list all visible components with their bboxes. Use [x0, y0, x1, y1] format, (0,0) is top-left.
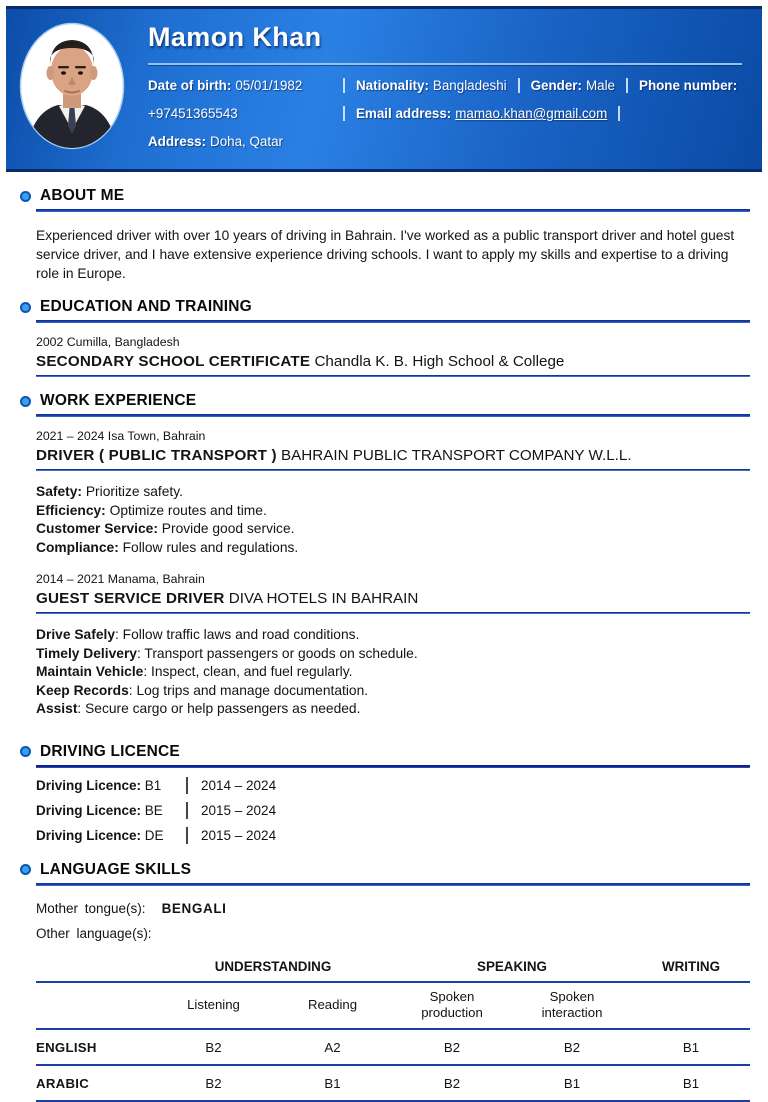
field-divider	[518, 78, 520, 93]
work-entry-meta: 2014 – 2021 Manama, Bahrain	[36, 572, 205, 586]
divider-bar	[186, 802, 188, 819]
duty-item	[36, 663, 750, 682]
duty-label: Safety:	[36, 484, 83, 499]
licence-list	[36, 777, 750, 844]
field-divider	[618, 106, 620, 121]
section-title-licence: DRIVING LICENCE	[40, 742, 180, 760]
duty-label: Customer Service:	[36, 521, 158, 536]
licence-label-text: Driving Licence:	[36, 802, 142, 818]
mother-tongue-value: BENGALI	[161, 900, 227, 916]
duty-item	[36, 700, 750, 719]
duty-item	[36, 483, 750, 502]
section-bullet-icon	[20, 191, 31, 202]
table-row-arabic	[36, 1065, 750, 1101]
level-cell: B2	[154, 1029, 273, 1065]
date-of-birth-field	[148, 78, 332, 93]
level-cell: B2	[392, 1029, 512, 1065]
col-reading: Reading	[273, 982, 392, 1029]
duty-text: Provide good service.	[157, 521, 295, 536]
cv-page	[0, 6, 768, 1102]
section-title-education: EDUCATION AND TRAINING	[40, 298, 252, 315]
cv-body	[0, 187, 768, 1102]
licence-code: DE	[141, 827, 164, 843]
job-title: DRIVER ( PUBLIC TRANSPORT )	[36, 447, 277, 464]
divider-bar	[186, 777, 188, 794]
section-licence-header	[20, 743, 750, 761]
group-speaking: SPEAKING	[392, 955, 632, 982]
licence-period: 2014 – 2024	[201, 777, 277, 793]
duty-text: Follow rules and regulations.	[118, 539, 299, 555]
section-rule	[36, 320, 750, 323]
duty-item	[36, 645, 750, 664]
level-cell: B1	[273, 1065, 392, 1101]
level-cell: B1	[632, 1029, 750, 1065]
group-understanding: UNDERSTANDING	[154, 955, 392, 982]
duty-text: : Follow traffic laws and road conditions.	[115, 627, 360, 642]
duty-item	[36, 502, 750, 521]
entry-rule	[36, 612, 750, 614]
nationality-field	[356, 78, 507, 93]
entry-rule	[36, 469, 750, 471]
col-spoken-production: Spoken production	[392, 982, 512, 1029]
nationality-value: Bangladeshi	[432, 78, 507, 93]
header-detail-row-2	[148, 106, 742, 121]
empty-cell	[632, 982, 750, 1029]
duty-label: Timely Delivery	[36, 645, 137, 661]
col-listening: Listening	[154, 982, 273, 1029]
licence-label	[36, 828, 186, 843]
job-title: GUEST SERVICE DRIVER	[36, 590, 225, 607]
education-school: Chandla K. B. High School & College	[310, 353, 565, 370]
level-cell: B1	[632, 1065, 750, 1101]
phone-value: +97451365543	[148, 106, 238, 121]
section-bullet-icon	[20, 396, 31, 407]
licence-period: 2015 – 2024	[201, 802, 277, 818]
work-entry-1	[36, 429, 750, 471]
date-of-birth-value: 05/01/1982	[235, 78, 303, 93]
level-cell: B2	[392, 1065, 512, 1101]
education-entry	[36, 335, 750, 377]
entry-rule	[36, 375, 750, 377]
licence-code: BE	[141, 802, 163, 818]
name-underline	[148, 63, 742, 65]
field-divider	[626, 78, 628, 93]
about-me-text: Experienced driver with over 10 years of driving in Bahrain. I've worked as a public transport driver and hotel guest service driver, and I have extensive experience driving schools. I want to apply my skills and expertise to a driving role in Europe.	[36, 228, 735, 281]
duty-item	[36, 626, 750, 645]
header-detail-row-1	[148, 78, 742, 93]
level-cell: B1	[512, 1065, 632, 1101]
table-row-english	[36, 1029, 750, 1065]
duty-item	[36, 682, 750, 701]
person-name: Mamon Khan	[148, 22, 322, 52]
mother-tongue-line	[36, 901, 750, 916]
work-entry-2	[36, 572, 750, 614]
header-details	[138, 9, 762, 169]
duty-text: : Secure cargo or help passengers as needed.	[77, 701, 361, 716]
nationality-label: Nationality:	[356, 78, 429, 93]
duty-label: Keep Records	[36, 682, 129, 698]
duty-text: Prioritize safety.	[82, 484, 183, 499]
duty-text: : Log trips and manage documentation.	[128, 682, 369, 698]
gender-value: Male	[585, 78, 616, 93]
section-work-header	[20, 392, 750, 410]
company-name: DIVA HOTELS IN BAHRAIN	[224, 590, 419, 607]
licence-label-text: Driving Licence:	[36, 777, 142, 793]
section-languages-header	[20, 861, 750, 879]
address-value: Doha, Qatar	[210, 134, 283, 149]
work-entry-1-duties	[36, 483, 750, 557]
duty-text: : Transport passengers or goods on schedule.	[136, 645, 418, 661]
level-cell: B2	[154, 1065, 273, 1101]
empty-cell	[36, 955, 154, 982]
education-entry-meta: 2002 Cumilla, Bangladesh	[36, 335, 180, 349]
licence-code: B1	[141, 777, 162, 793]
licence-label-text: Driving Licence:	[36, 827, 142, 843]
table-subheader-row	[36, 982, 750, 1029]
section-rule	[36, 209, 750, 212]
licence-row	[36, 802, 750, 819]
licence-period: 2015 – 2024	[201, 827, 277, 843]
field-divider	[343, 78, 345, 93]
empty-cell	[36, 982, 154, 1029]
duty-label: Assist	[36, 701, 78, 716]
section-bullet-icon	[20, 746, 31, 757]
col-spoken-interaction: Spoken interaction	[512, 982, 632, 1029]
date-of-birth-label: Date of birth:	[148, 78, 232, 93]
section-title-work: WORK EXPERIENCE	[40, 392, 197, 409]
work-entry-title	[36, 447, 750, 464]
duty-label: Maintain Vehicle	[36, 664, 144, 679]
duty-label: Drive Safely	[36, 627, 115, 642]
profile-photo	[6, 9, 138, 169]
work-entry-meta: 2021 – 2024 Isa Town, Bahrain	[36, 429, 206, 443]
phone-label: Phone number:	[639, 78, 738, 93]
group-writing: WRITING	[632, 955, 750, 982]
person-portrait-image	[19, 22, 125, 150]
level-cell: B2	[512, 1029, 632, 1065]
section-rule	[36, 765, 750, 768]
licence-label	[36, 778, 186, 793]
divider-bar	[186, 827, 188, 844]
language-name: ARABIC	[36, 1065, 154, 1101]
language-skills-table	[36, 955, 750, 1102]
duty-item	[36, 539, 750, 558]
licence-row	[36, 777, 750, 794]
work-entry-title	[36, 590, 750, 607]
section-title-about: ABOUT ME	[40, 187, 125, 204]
education-degree: SECONDARY SCHOOL CERTIFICATE	[36, 353, 311, 370]
level-cell: A2	[273, 1029, 392, 1065]
licence-row	[36, 827, 750, 844]
email-label: Email address:	[356, 106, 452, 121]
address-field	[148, 134, 283, 149]
table-group-header-row	[36, 955, 750, 982]
mother-tongue-label: Mother tongue(s):	[36, 900, 146, 916]
field-divider	[343, 106, 345, 121]
gender-label: Gender:	[530, 78, 582, 93]
duty-item	[36, 520, 750, 539]
email-link[interactable]: mamao.khan@gmail.com	[455, 106, 608, 121]
licence-label	[36, 803, 186, 818]
duty-text: : Inspect, clean, and fuel regularly.	[143, 664, 353, 679]
section-education-header	[20, 298, 750, 316]
section-rule	[36, 414, 750, 417]
header-detail-row-3	[148, 134, 742, 149]
section-bullet-icon	[20, 864, 31, 875]
language-name: ENGLISH	[36, 1029, 154, 1065]
education-entry-title	[36, 353, 750, 370]
header	[6, 6, 762, 172]
phone-field	[639, 78, 741, 93]
email-field	[356, 106, 607, 121]
section-title-languages: LANGUAGE SKILLS	[40, 860, 192, 878]
section-about-header	[20, 187, 750, 205]
section-rule	[36, 883, 750, 886]
address-label: Address:	[148, 134, 207, 149]
gender-field	[531, 78, 615, 93]
work-entry-2-duties	[36, 626, 750, 719]
other-languages-label: Other language(s):	[36, 925, 152, 941]
duty-label: Compliance:	[36, 539, 119, 555]
duty-label: Efficiency:	[36, 502, 106, 518]
company-name: BAHRAIN PUBLIC TRANSPORT COMPANY W.L.L.	[276, 447, 632, 464]
other-languages-line	[36, 926, 750, 941]
duty-text: Optimize routes and time.	[105, 502, 267, 518]
section-bullet-icon	[20, 302, 31, 313]
